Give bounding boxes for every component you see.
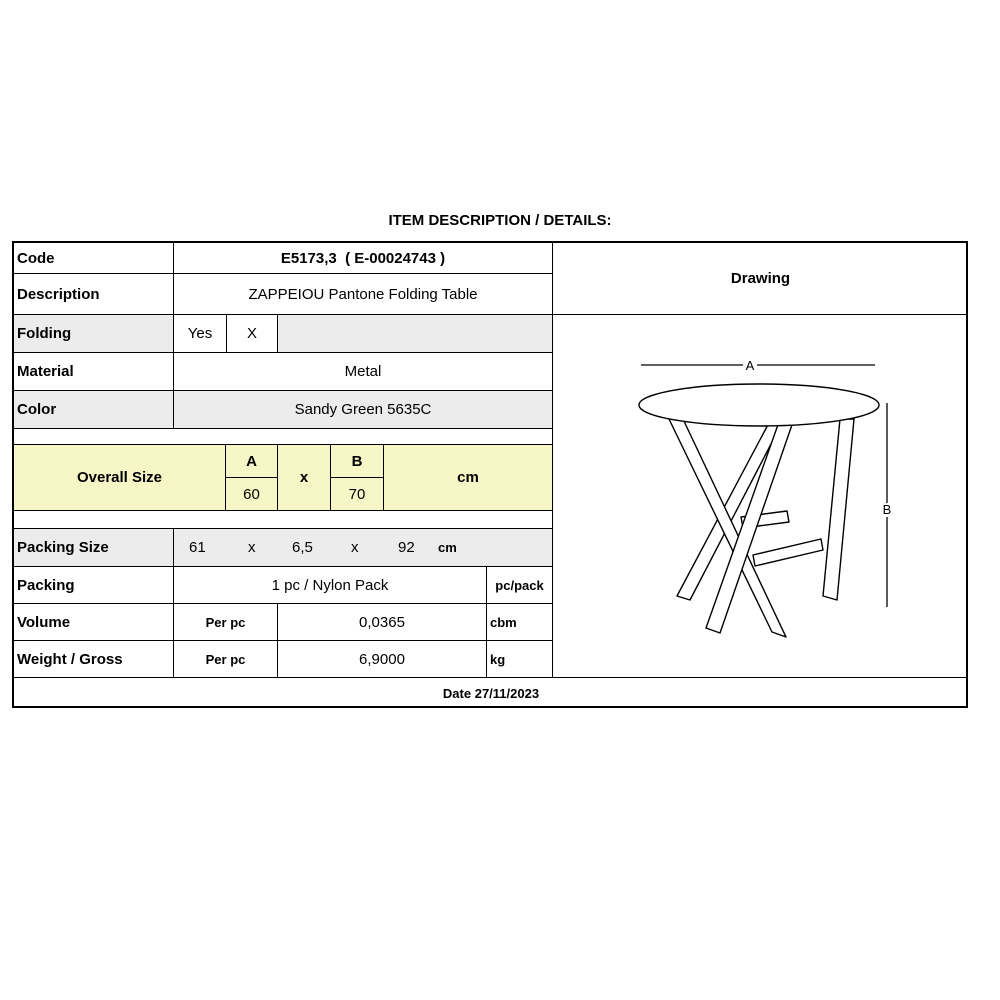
packing-size-x2: x — [351, 539, 359, 556]
packing-size-unit: cm — [438, 540, 457, 555]
overall-size-label: Overall Size — [14, 445, 226, 511]
folding-mark: X — [227, 315, 278, 353]
spacer-row-2 — [14, 511, 553, 529]
description-label: Description — [14, 274, 174, 315]
overall-size-a-value: 60 — [226, 478, 278, 511]
crossbar-bottom — [753, 539, 823, 566]
overall-size-b-value: 70 — [331, 478, 384, 511]
color-label: Color — [14, 391, 174, 429]
weight-value: 6,9000 — [278, 641, 487, 678]
packing-size-x1: x — [248, 539, 256, 556]
weight-per: Per pc — [174, 641, 278, 678]
weight-label: Weight / Gross — [14, 641, 174, 678]
volume-per: Per pc — [174, 604, 278, 641]
packing-label: Packing — [14, 567, 174, 604]
tabletop — [639, 384, 879, 426]
dim-b-label: B — [882, 502, 892, 517]
packing-size-v1: 61 — [189, 539, 206, 556]
packing-size-label: Packing Size — [14, 529, 174, 567]
drawing-cell — [553, 315, 968, 678]
color-value: Sandy Green 5635C — [174, 391, 553, 429]
leg-back-right — [823, 419, 854, 600]
folding-label: Folding — [14, 315, 174, 353]
volume-unit: cbm — [487, 604, 553, 641]
dim-a-label: A — [745, 358, 755, 373]
packing-size-v3: 92 — [398, 539, 415, 556]
packing-size-values — [174, 529, 553, 567]
volume-label: Volume — [14, 604, 174, 641]
weight-unit: kg — [487, 641, 553, 678]
table-frame — [639, 384, 879, 637]
date-footer: Date 27/11/2023 — [442, 685, 540, 701]
overall-size-a-label: A — [226, 445, 278, 478]
overall-size-unit: cm — [384, 445, 553, 511]
folding-empty — [278, 315, 553, 353]
page-title: ITEM DESCRIPTION / DETAILS: — [388, 212, 612, 229]
code-label: Code — [14, 243, 174, 274]
packing-value: 1 pc / Nylon Pack — [174, 567, 487, 604]
table-drawing — [553, 315, 968, 678]
details-sheet — [12, 241, 968, 708]
drawing-header: Drawing — [553, 243, 968, 315]
description-value: ZAPPEIOU Pantone Folding Table — [174, 274, 553, 315]
overall-size-x: x — [278, 445, 331, 511]
overall-size-b-label: B — [331, 445, 384, 478]
code-value: E5173,3 ( E-00024743 ) — [174, 243, 553, 274]
spacer-row — [14, 429, 553, 445]
folding-yes: Yes — [174, 315, 227, 353]
packing-size-v2: 6,5 — [292, 539, 313, 556]
packing-unit: pc/pack — [487, 567, 553, 604]
material-value: Metal — [174, 353, 553, 391]
volume-value: 0,0365 — [278, 604, 487, 641]
material-label: Material — [14, 353, 174, 391]
